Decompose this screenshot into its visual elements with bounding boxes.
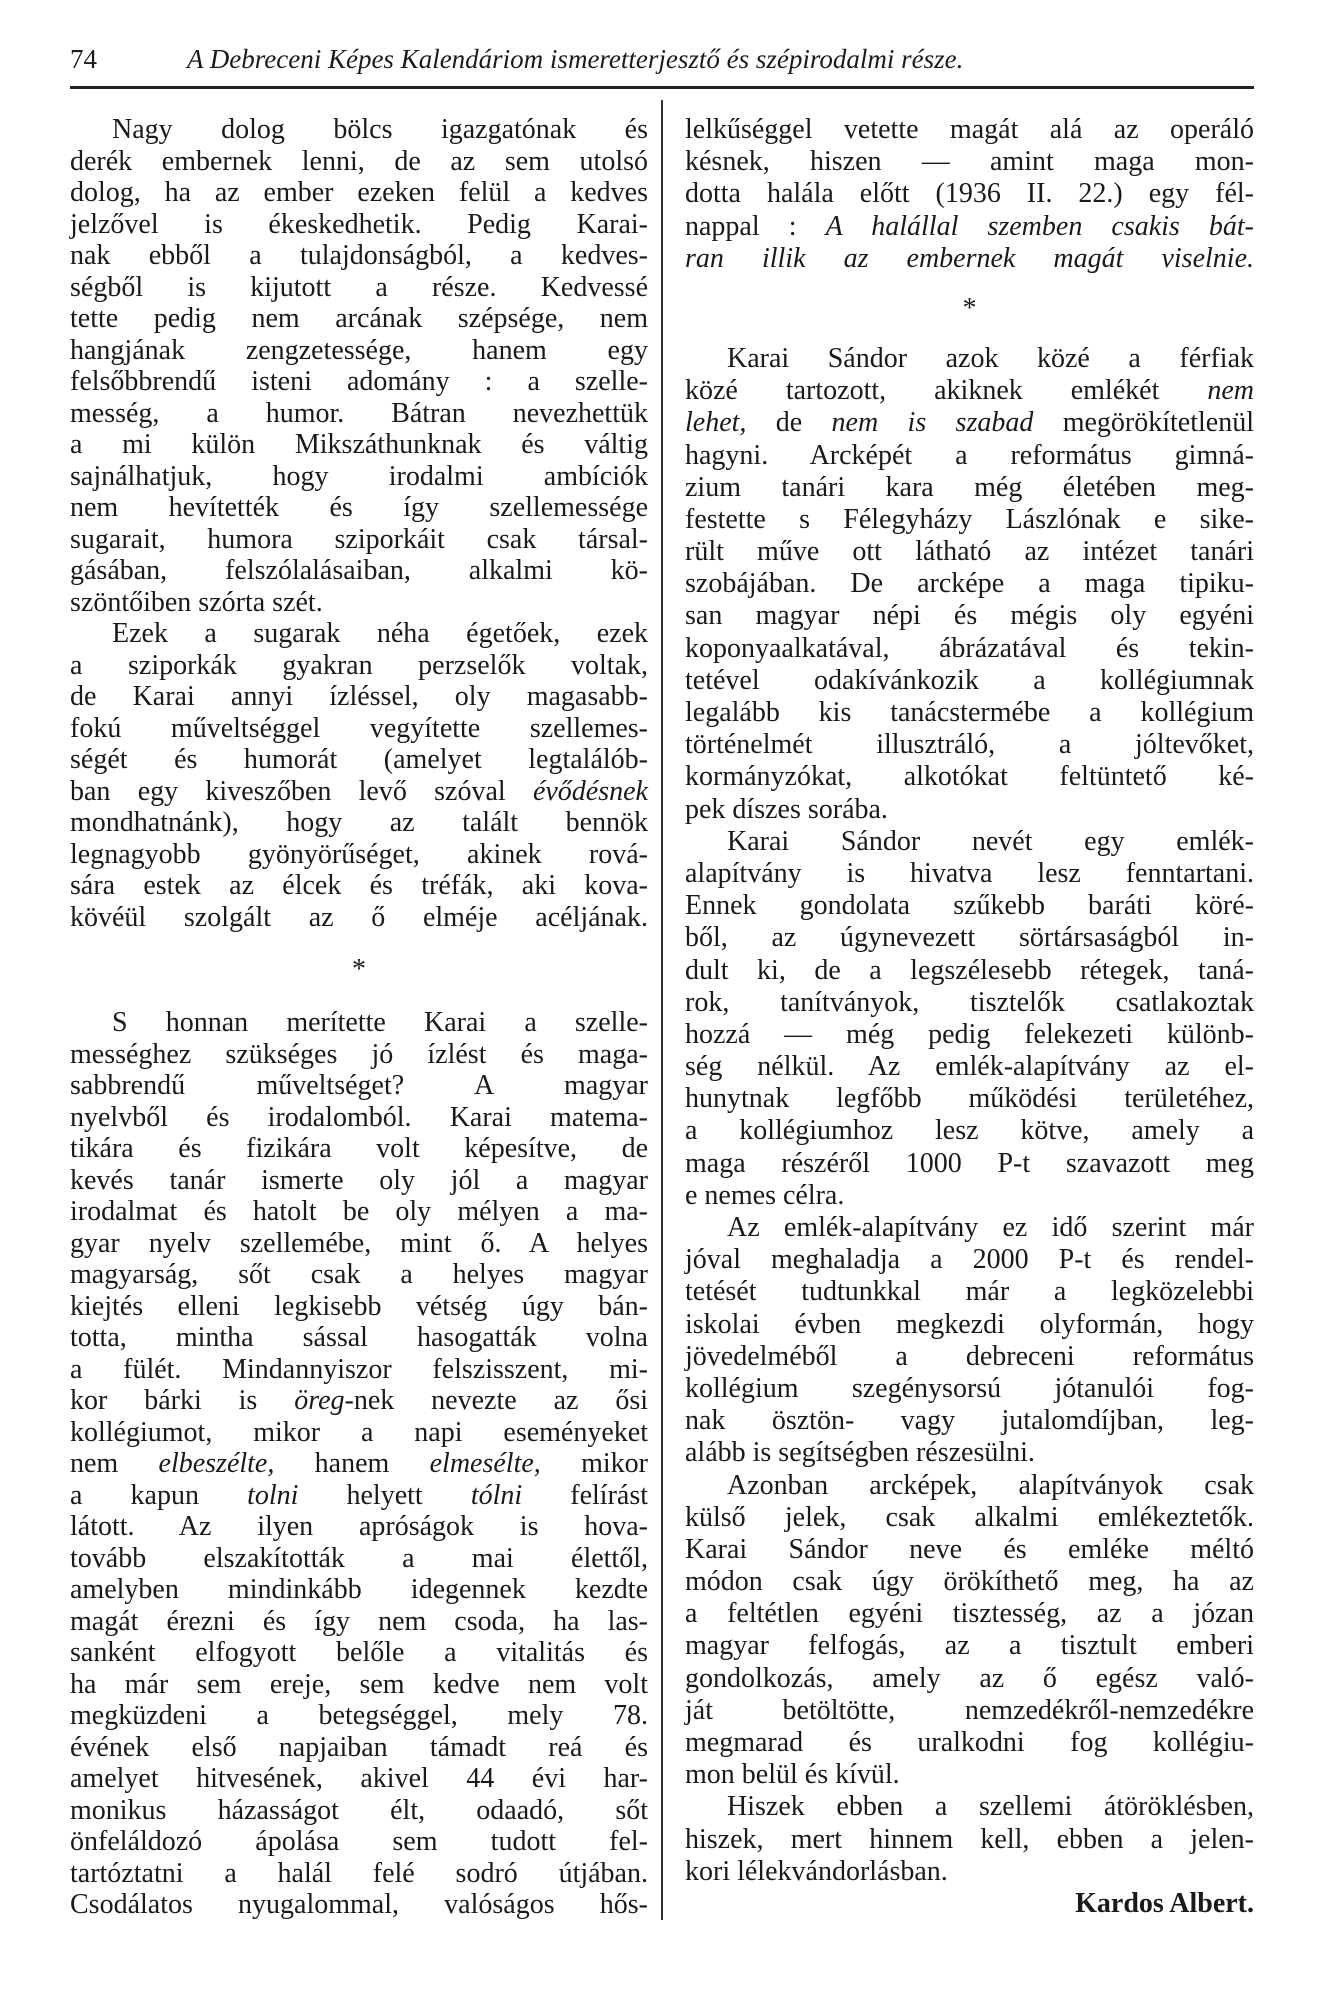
text-line	[685, 890, 1254, 922]
text-line	[685, 1373, 1254, 1405]
text-run: amelyet hitvesének, akivel 44 évi har-	[70, 1763, 648, 1794]
header-rule	[70, 86, 1254, 89]
text-run: látott. Az ilyen apróságok is hova-	[70, 1511, 648, 1542]
text-line	[685, 1759, 1254, 1791]
text-run: felsőbbrendű isteni adomány : a szelle-	[70, 366, 648, 397]
text-run: derék embernek lenni, de az sem utolsó	[70, 145, 648, 177]
text-run: magyar felfogás, az a tisztult emberi	[685, 1630, 1254, 1662]
section-separator	[70, 933, 648, 1007]
text-run: külső jelek, csak alkalmi emlékeztetők.	[685, 1501, 1254, 1533]
text-line	[685, 1695, 1254, 1727]
text-run: dult ki, de a legszélesebb rétegek, taná-	[685, 954, 1254, 986]
text-run: jövedelméből a debreceni református	[685, 1340, 1254, 1372]
text-run: tette pedig nem arcának szépsége, nem	[70, 303, 648, 334]
text-line	[70, 1858, 648, 1890]
text-line	[685, 343, 1254, 375]
text-line	[685, 1115, 1254, 1147]
text-run: késnek, hiszen — amint maga mon-	[685, 146, 1254, 178]
text-line	[70, 587, 648, 619]
text-run: messég, a humor. Bátran nevezhettük	[70, 397, 648, 429]
text-run: mon belül és kívül.	[685, 1759, 900, 1791]
text-run: nak ebből a tulajdonságból, a kedves-	[70, 240, 648, 271]
text-run: de Karai annyi ízléssel, oly magasabb-	[70, 681, 648, 712]
text-run: de	[746, 407, 832, 439]
text-run: amelyben mindinkább idegennek kezdte	[70, 1574, 648, 1605]
text-line	[70, 1826, 648, 1858]
text-run: mondhatnánk), hogy az talált bennök	[70, 807, 648, 838]
text-run: szobájában. De arcképe a maga tipiku-	[685, 568, 1254, 600]
text-run: tikára és fizikára volt képesítve, de	[70, 1133, 648, 1164]
right-column	[685, 114, 1254, 1920]
text-line	[70, 429, 648, 461]
text-line	[685, 1856, 1254, 1888]
text-line	[685, 472, 1254, 504]
text-run: kori lélekvándorlásban.	[685, 1855, 948, 1887]
text-line	[70, 1889, 648, 1921]
text-line	[70, 1039, 648, 1071]
text-run: kollégium szegénysorsú jótanulói fog-	[685, 1372, 1254, 1404]
text-line	[70, 303, 648, 335]
text-run: maga részéről 1000 P-t szavazott meg	[685, 1147, 1254, 1179]
text-run: tetését tudtunkkal már a legközelebbi	[685, 1276, 1254, 1308]
text-line	[70, 1007, 648, 1039]
text-run: monikus házasságot élt, odaadó, sőt	[70, 1794, 648, 1826]
text-run: rült műve ott látható az intézet tanári	[685, 536, 1254, 568]
text-run: san magyar népi és mégis oly egyéni	[685, 600, 1254, 632]
text-line	[685, 955, 1254, 987]
text-run: mikor	[540, 1448, 648, 1479]
text-line	[685, 178, 1254, 210]
text-run: gásában, felszólalásaiban, alkalmi kö-	[70, 555, 648, 586]
running-title: A Debreceni Képes Kalendáriom ismeretterjesztő és szépirodalmi része.	[187, 44, 964, 74]
text-line	[685, 729, 1254, 761]
text-line	[685, 633, 1254, 665]
text-line	[685, 922, 1254, 954]
text-run: Kardos Albert.	[1075, 1887, 1254, 1919]
text-line	[70, 1165, 648, 1197]
text-line	[70, 1480, 648, 1512]
text-line	[685, 858, 1254, 890]
text-run: évének első napjaiban támadt reá és	[70, 1731, 648, 1763]
italic-text: elbeszélte,	[158, 1448, 275, 1479]
text-run: kövéül szolgált az ő elméje acéljának.	[70, 901, 648, 933]
text-line	[685, 1470, 1254, 1502]
text-run: megküzdeni a betegséggel, mely 78.	[70, 1700, 648, 1731]
text-line	[685, 1824, 1254, 1856]
text-run: ből, az úgynevezett sörtársaságból in-	[685, 922, 1254, 954]
text-line	[70, 492, 648, 524]
italic-text: lehet,	[685, 407, 747, 439]
text-run: magát érezni és így nem csoda, ha las-	[70, 1605, 648, 1637]
text-line	[685, 1212, 1254, 1244]
text-line	[685, 1180, 1254, 1212]
text-run: dotta halála előtt (1936 II. 22.) egy fél-	[685, 178, 1254, 210]
text-line	[70, 1354, 648, 1386]
text-line	[685, 114, 1254, 146]
text-line	[685, 1405, 1254, 1437]
text-line	[685, 794, 1254, 826]
text-run: a fülét. Mindannyiszor felszisszent, mi-	[70, 1353, 648, 1385]
text-line	[685, 1341, 1254, 1373]
text-run: közé tartozott, akiknek emlékét	[685, 375, 1208, 407]
text-run: tovább elszakították a mai élettől,	[70, 1542, 648, 1574]
section-separator	[685, 275, 1254, 343]
text-run: S honnan merítette Karai a szelle-	[112, 1007, 648, 1038]
text-run: nyelvből és irodalomból. Karai matema-	[70, 1101, 648, 1133]
text-run: alapítvány is hivatva lesz fenntartani.	[685, 857, 1254, 889]
text-line	[70, 744, 648, 776]
text-run: Karai Sándor azok közé a férfiak	[727, 342, 1254, 374]
text-run: kormányzókat, alkotókat feltüntető ké-	[685, 761, 1254, 793]
text-run: zium tanári kara még életében meg-	[685, 471, 1254, 503]
text-run: iskolai évben megkezdi olyformán, hogy	[685, 1308, 1254, 1340]
text-run: történelmét illusztráló, a jóltevőket,	[685, 729, 1254, 761]
italic-text: tolni	[247, 1479, 299, 1511]
text-line	[70, 1669, 648, 1701]
text-run: helyett	[298, 1479, 471, 1511]
text-run: -nek nevezte az ősi	[344, 1385, 648, 1416]
text-line	[70, 713, 648, 745]
text-run: a kapun	[70, 1479, 248, 1511]
text-run: hozzá — még pedig felekezeti különb-	[685, 1018, 1254, 1050]
text-run: tetével odakívánkozik a kollégiumnak	[685, 664, 1254, 696]
text-line	[70, 839, 648, 871]
text-line	[685, 665, 1254, 697]
text-line	[685, 1598, 1254, 1630]
text-run: szöntőiben szórta szét.	[70, 586, 323, 618]
text-run: Az emlék-alapítvány ez idő szerint már	[727, 1212, 1254, 1243]
text-run: Ennek gondolata szűkebb baráti köré-	[685, 890, 1254, 922]
italic-text: elmesélte,	[429, 1448, 541, 1479]
text-run: ban egy kiveszőben levő szóval	[70, 775, 533, 807]
text-run: rok, tanítványok, tisztelők csatlakoztak	[685, 986, 1254, 1018]
left-column	[70, 114, 648, 1921]
text-run: ha már sem ereje, sem kedve nem volt	[70, 1668, 648, 1700]
text-line	[685, 1276, 1254, 1308]
text-line	[70, 1070, 648, 1102]
text-run: legnagyobb gyönyörűséget, akinek rová-	[70, 838, 648, 870]
italic-text: öreg	[294, 1385, 345, 1416]
text-line	[685, 1566, 1254, 1598]
text-run: mességhez szükséges jó ízlést és maga-	[70, 1038, 648, 1070]
text-run: irodalmat és hatolt be oly mélyen a ma-	[70, 1196, 648, 1227]
text-line	[70, 776, 648, 808]
text-line	[70, 240, 648, 272]
text-run: Hiszek ebben a szellemi átöröklésben,	[727, 1791, 1254, 1823]
column-divider	[661, 100, 663, 1920]
text-run: módon csak úgy örökíthető meg, ha az	[685, 1566, 1254, 1598]
text-run: önfeláldozó ápolása sem tudott fel-	[70, 1826, 648, 1857]
text-line	[70, 177, 648, 209]
text-line	[70, 618, 648, 650]
text-line	[70, 870, 648, 902]
text-line	[685, 243, 1254, 275]
text-run: totta, mintha sással hasogatták volna	[70, 1322, 648, 1353]
text-line	[685, 1244, 1254, 1276]
text-line	[685, 1502, 1254, 1534]
text-line	[70, 114, 648, 146]
text-line	[685, 375, 1254, 407]
text-run: kiejtés elleni legkisebb vétség úgy bán-	[70, 1290, 648, 1322]
text-run: sára estek az élcek és tréfák, aki kova-	[70, 870, 648, 901]
text-line	[685, 1051, 1254, 1083]
text-run: Csodálatos nyugalommal, valóságos hős-	[70, 1889, 648, 1920]
text-line	[70, 209, 648, 241]
text-run: hagyni. Arcképét a református gimná-	[685, 439, 1254, 471]
text-line	[70, 1291, 648, 1323]
text-line	[70, 461, 648, 493]
text-line	[685, 1630, 1254, 1662]
text-line	[685, 1791, 1254, 1823]
text-line	[70, 335, 648, 367]
text-line	[70, 807, 648, 839]
text-line	[70, 1511, 648, 1543]
text-line	[70, 1763, 648, 1795]
text-run: hangjának zengzetessége, hanem egy	[70, 334, 648, 366]
text-line	[685, 568, 1254, 600]
italic-text: évődésnek	[532, 775, 648, 807]
text-run: Ezek a sugarak néha égetőek, ezek	[112, 618, 648, 649]
text-run: lelkűséggel vetette magát alá az operáló	[685, 114, 1254, 145]
text-run: legalább kis tanácstermébe a kollégium	[685, 697, 1254, 728]
text-line	[70, 1795, 648, 1827]
text-line	[685, 1083, 1254, 1115]
text-run: a mi külön Mikszáthunknak és váltig	[70, 429, 648, 460]
text-line	[70, 1574, 648, 1606]
text-line	[685, 697, 1254, 729]
text-line	[70, 366, 648, 398]
text-line	[70, 1732, 648, 1764]
text-run: ség nélkül. Az emlék-alapítvány az el-	[685, 1051, 1254, 1083]
text-line	[70, 902, 648, 934]
text-line	[70, 1700, 648, 1732]
text-run: nak ösztön- vagy jutalomdíjban, leg-	[685, 1405, 1254, 1437]
text-line	[685, 1727, 1254, 1759]
italic-text: A halállal szemben csakis bát-	[825, 210, 1254, 242]
text-line	[70, 146, 648, 178]
text-line	[70, 650, 648, 682]
text-run: gyar nyelv szellemébe, mint ő. A helyes	[70, 1227, 648, 1259]
text-line	[70, 1228, 648, 1260]
text-line	[70, 1259, 648, 1291]
text-run: sabbrendű műveltséget? A magyar	[70, 1070, 648, 1101]
text-run: nem hevítették és így szellemessége	[70, 492, 648, 523]
text-run: sugarait, humora sziporkáit csak társal-	[70, 523, 648, 555]
author-signature	[685, 1888, 1254, 1920]
text-line	[70, 1322, 648, 1354]
text-run: hanem	[274, 1448, 430, 1479]
text-run: gondolkozás, amely az ő egész való-	[685, 1662, 1254, 1694]
text-run: magyarság, sőt csak a helyes magyar	[70, 1259, 648, 1290]
text-line	[685, 1663, 1254, 1695]
text-run: megmarad és uralkodni fog kollégiu-	[685, 1727, 1254, 1758]
text-line	[685, 826, 1254, 858]
text-run: hiszek, mert hinnem kell, ebben a jelen-	[685, 1823, 1254, 1855]
text-run: ségét és humorát (amelyet legtalálób-	[70, 744, 648, 775]
text-run: e nemes célra.	[685, 1179, 845, 1211]
text-line	[685, 600, 1254, 632]
text-line	[70, 1448, 648, 1480]
text-run: a sziporkák gyakran perzselők voltak,	[70, 649, 648, 681]
text-run: kollégiumot, mikor a napi eseményeket	[70, 1416, 648, 1448]
text-line	[685, 1148, 1254, 1180]
text-run: festette s Félegyházy Lászlónak e sike-	[685, 503, 1254, 535]
text-run: *	[962, 292, 977, 324]
text-run: hunytnak legfőbb működési területéhez,	[685, 1083, 1254, 1115]
text-line	[685, 407, 1254, 439]
italic-text: nem	[1207, 375, 1254, 407]
text-line	[70, 1133, 648, 1165]
text-line	[685, 1019, 1254, 1051]
page-number: 74	[70, 44, 97, 74]
text-run: nem	[70, 1448, 159, 1479]
text-line	[70, 1385, 648, 1417]
text-line	[70, 1196, 648, 1228]
text-line	[685, 987, 1254, 1019]
text-run: dolog, ha az ember ezeken felül a kedves	[70, 177, 648, 208]
text-run: megörökítetlenül	[1033, 407, 1254, 439]
text-line	[70, 555, 648, 587]
text-line	[70, 524, 648, 556]
text-run: sanként elfogyott belőle a vitalitás és	[70, 1637, 648, 1668]
text-run: jelzővel is ékeskedhetik. Pedig Karai-	[70, 208, 648, 240]
text-run: alább is segítségben részesülni.	[685, 1437, 1035, 1469]
text-line	[70, 1417, 648, 1449]
text-run: a feltétlen egyéni tisztesség, az a józan	[685, 1598, 1254, 1630]
text-run: kor bárki is	[70, 1385, 295, 1416]
italic-text: tólni	[470, 1479, 523, 1511]
text-line	[70, 1543, 648, 1575]
text-line	[70, 1637, 648, 1669]
text-run: jóval meghaladja a 2000 P-t és rendel-	[685, 1244, 1254, 1276]
text-line	[685, 146, 1254, 178]
text-line	[70, 1102, 648, 1134]
italic-text: ran illik az embernek magát viselnie.	[685, 242, 1254, 274]
text-run: Azonban arcképek, alapítványok csak	[727, 1469, 1254, 1501]
text-run: koponyaalkatával, ábrázatával és tekin-	[685, 632, 1254, 664]
text-run: ját betöltötte, nemzedékről-nemzedékre	[685, 1694, 1254, 1726]
text-run: tartóztatni a halál felé sodró útjában.	[70, 1857, 648, 1889]
text-line	[685, 440, 1254, 472]
text-line	[685, 1534, 1254, 1566]
text-run: kevés tanár ismerte oly jól a magyar	[70, 1164, 648, 1196]
text-run: *	[352, 954, 366, 985]
text-line	[685, 1437, 1254, 1469]
text-run: Karai Sándor neve és emléke méltó	[685, 1533, 1254, 1565]
text-run: pek díszes sorába.	[685, 793, 888, 825]
text-run: felírást	[522, 1479, 648, 1511]
text-line	[685, 1309, 1254, 1341]
text-run: nappal :	[685, 210, 826, 242]
text-line	[685, 504, 1254, 536]
text-line	[70, 272, 648, 304]
text-run: sajnálhatjuk, hogy irodalmi ambíciók	[70, 460, 648, 492]
text-run: fokú műveltséggel vegyítette szellemes-	[70, 712, 648, 744]
text-line	[70, 1606, 648, 1638]
text-run: Karai Sándor nevét egy emlék-	[727, 825, 1254, 857]
text-line	[685, 761, 1254, 793]
text-line	[685, 536, 1254, 568]
text-line	[685, 211, 1254, 243]
text-run: a kollégiumhoz lesz kötve, amely a	[685, 1115, 1254, 1147]
text-run: Nagy dolog bölcs igazgatónak és	[112, 114, 648, 145]
text-line	[70, 681, 648, 713]
text-run: ségből is kijutott a része. Kedvessé	[70, 271, 648, 303]
text-line	[70, 398, 648, 430]
italic-text: nem is szabad	[831, 407, 1034, 439]
